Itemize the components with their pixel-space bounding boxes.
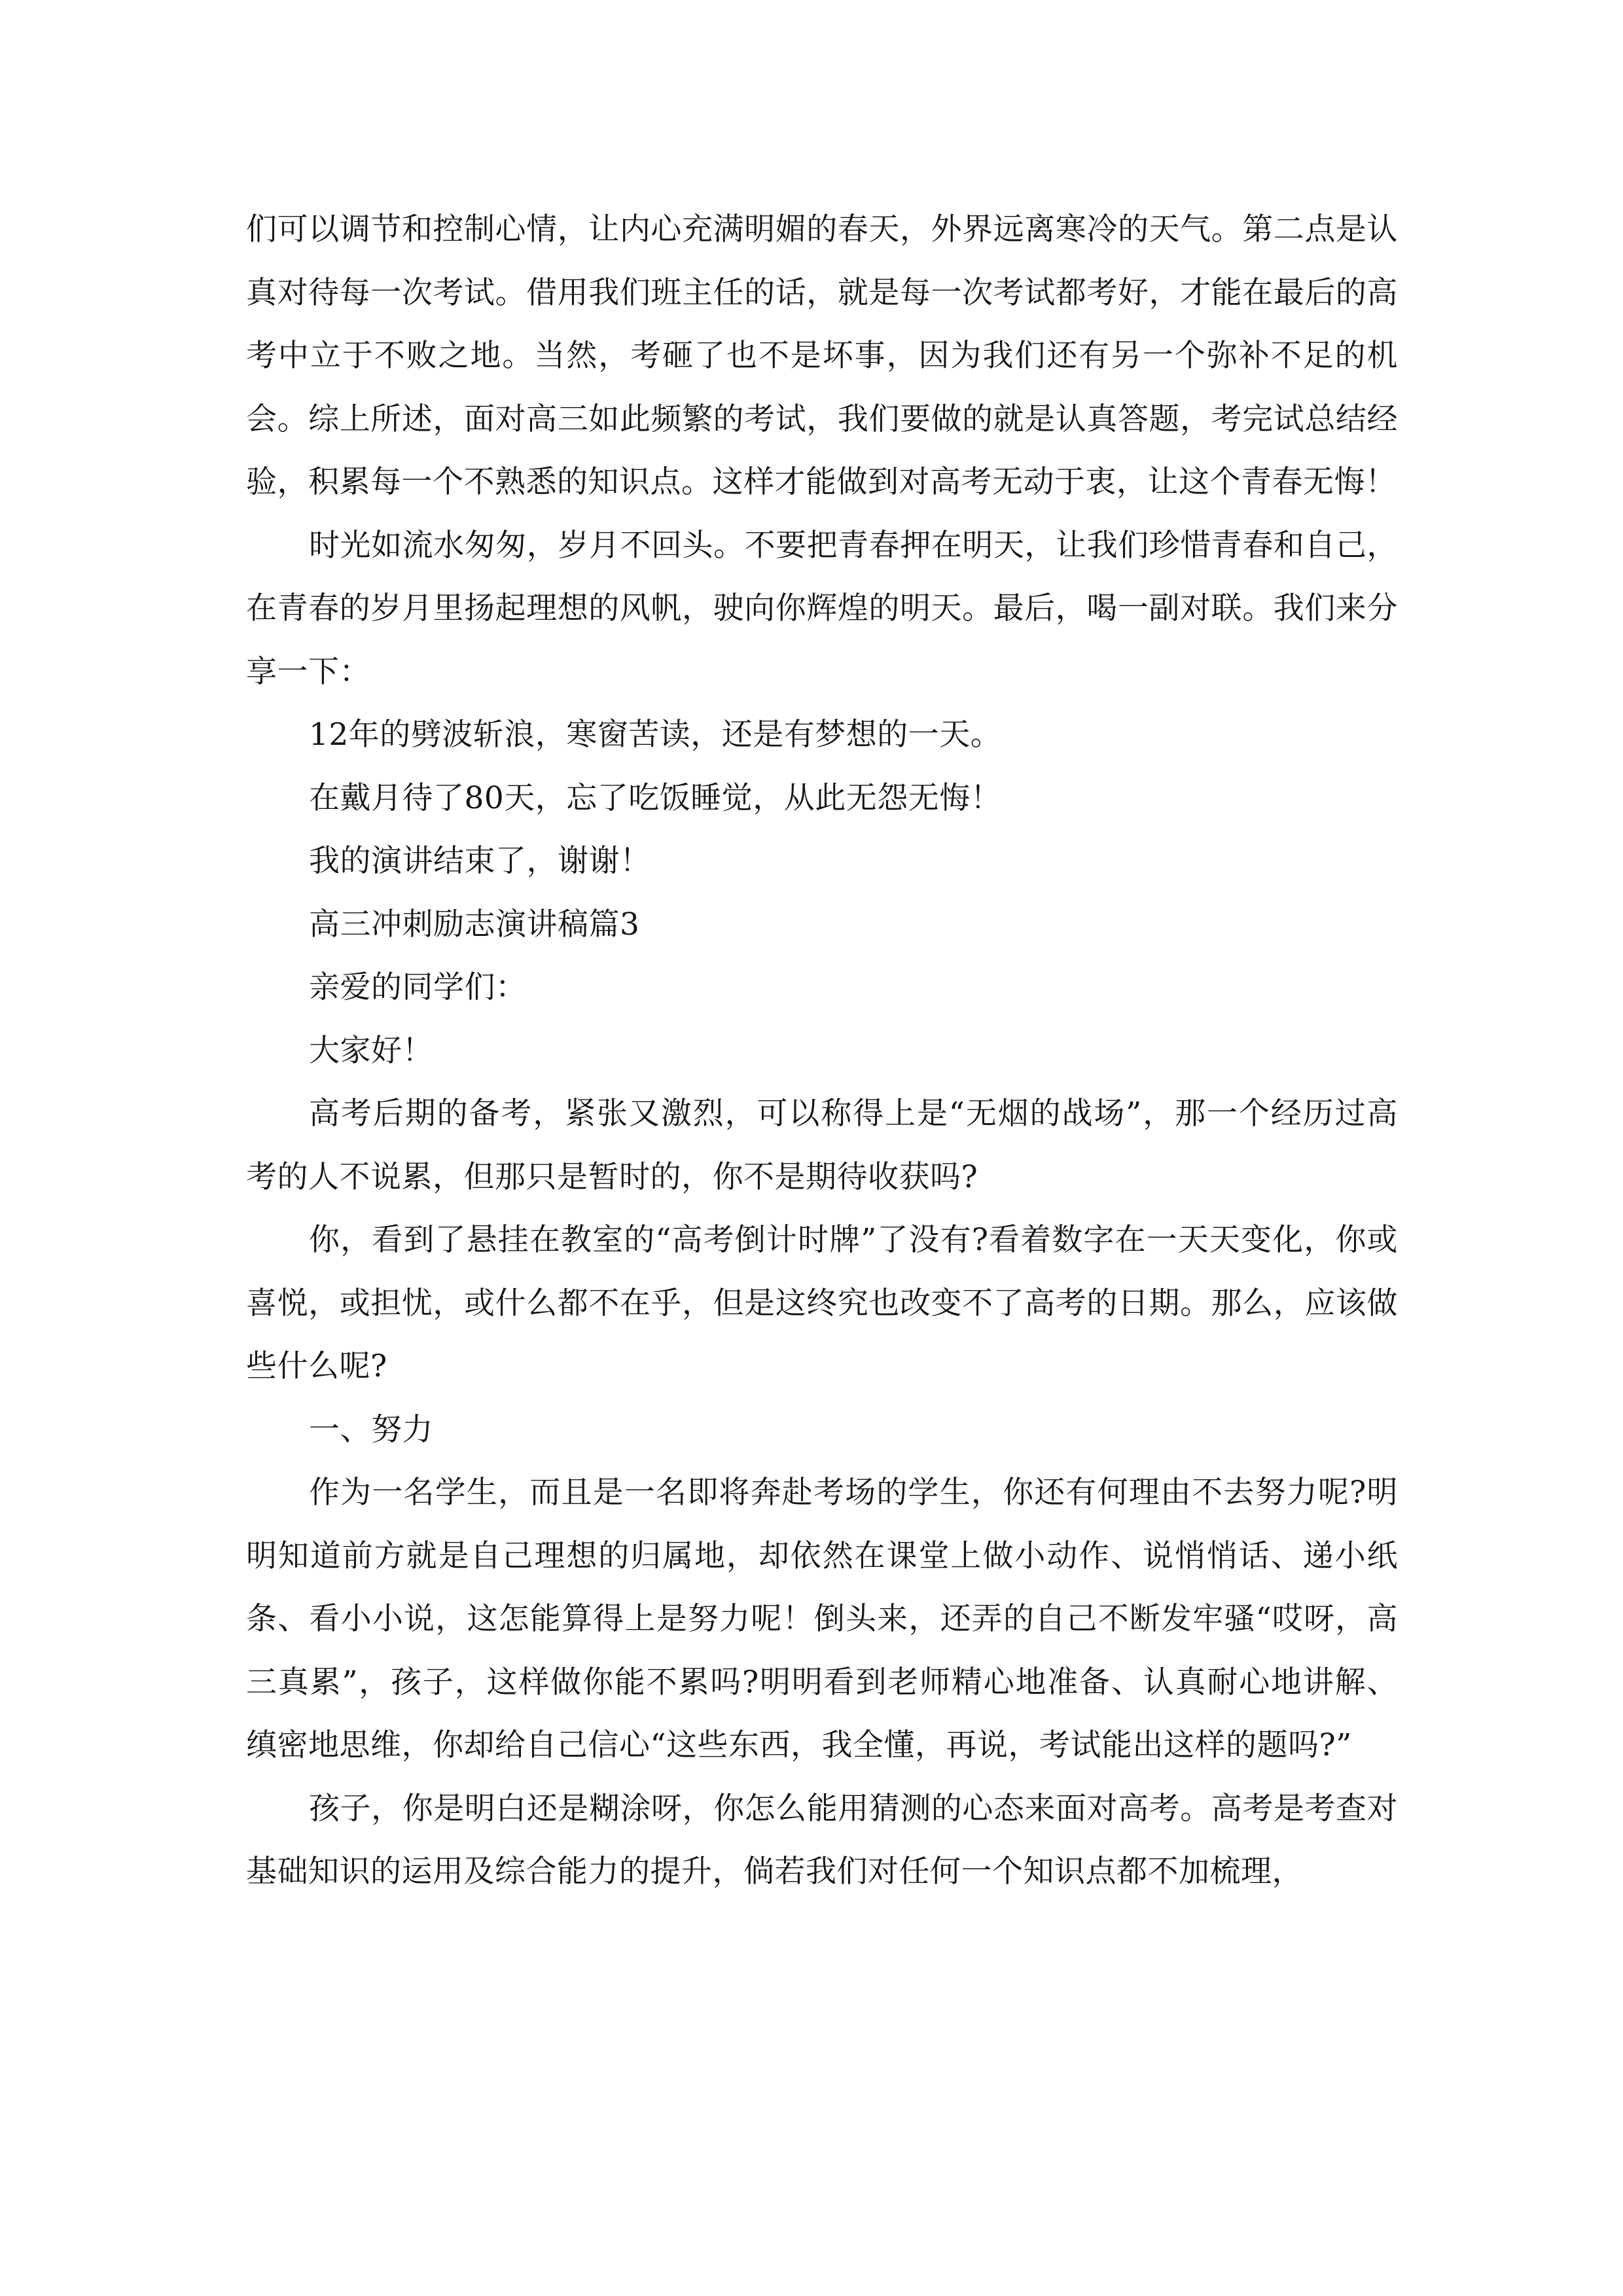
document-body (246, 198, 1398, 1904)
section-title: 高三冲刺励志演讲稿篇3 (309, 906, 640, 942)
paragraph-guessing: 孩子，你是明白还是糊涂呀，你怎么能用猜测的心态来面对高考。高考是考查对基础知识的运用及综合能力的提升，倘若我们对任何一个知识点都不加梳理， (246, 1790, 1398, 1890)
paragraph-countdown: 你，看到了悬挂在教室的“高考倒计时牌”了没有?看着数字在一天天变化，你或喜悦，或担忧，或什么都不在乎，但是这终究也改变不了高考的日期。那么，应该做些什么呢? (246, 1222, 1398, 1384)
paragraph-closing: 时光如流水匆匆，岁月不回头。不要把青春押在明天，让我们珍惜青春和自己，在青春的岁月里扬起理想的风帆，驶向你辉煌的明天。最后，喝一副对联。我们来分享一下： (246, 527, 1398, 690)
paragraph-effort: 作为一名学生，而且是一名即将奔赴考场的学生，你还有何理由不去努力呢?明明知道前方就是自己理想的归属地，却依然在课堂上做小动作、说悄悄话、递小纸条、看小小说，这怎能算得上是努力呢！倒头来，还弄的自己不断发牢骚“哎呀，高三真累”，孩子，这样做你能不累吗?明明看到老师精心地准备、认真耐心地讲解、缜密地思维，你却给自己信心“这些东西，我全懂，再说，考试能出这样的题吗?” (246, 1475, 1398, 1763)
speech-end: 我的演讲结束了，谢谢！ (309, 843, 651, 879)
paragraph-preparation: 高考后期的备考，紧张又激烈，可以称得上是“无烟的战场”，那一个经历过高考的人不说累，但那只是暂时的，你不是期待收获吗? (246, 1096, 1398, 1195)
heading-effort: 一、努力 (309, 1411, 433, 1448)
salutation: 亲爱的同学们： (309, 969, 527, 1005)
couplet-line-1: 12年的劈波斩浪，寒窗苦读，还是有梦想的一天。 (309, 717, 1002, 753)
couplet-line-2: 在戴月待了80天，忘了吃饭睡觉，从此无怨无悔！ (309, 780, 1002, 816)
paragraph-continuation: 们可以调节和控制心情，让内心充满明媚的春天，外界远离寒冷的天气。第二点是认真对待每一次考试。借用我们班主任的话，就是每一次考试都考好，才能在最后的高考中立于不败之地。当然，考砸了也不是坏事，因为我们还有另一个弥补不足的机会。综上所述，面对高三如此频繁的考试，我们要做的就是认真答题，考完试总结经验，积累每一个不熟悉的知识点。这样才能做到对高考无动于衷，让这个青春无悔！ (246, 211, 1398, 500)
greeting: 大家好！ (309, 1032, 433, 1069)
